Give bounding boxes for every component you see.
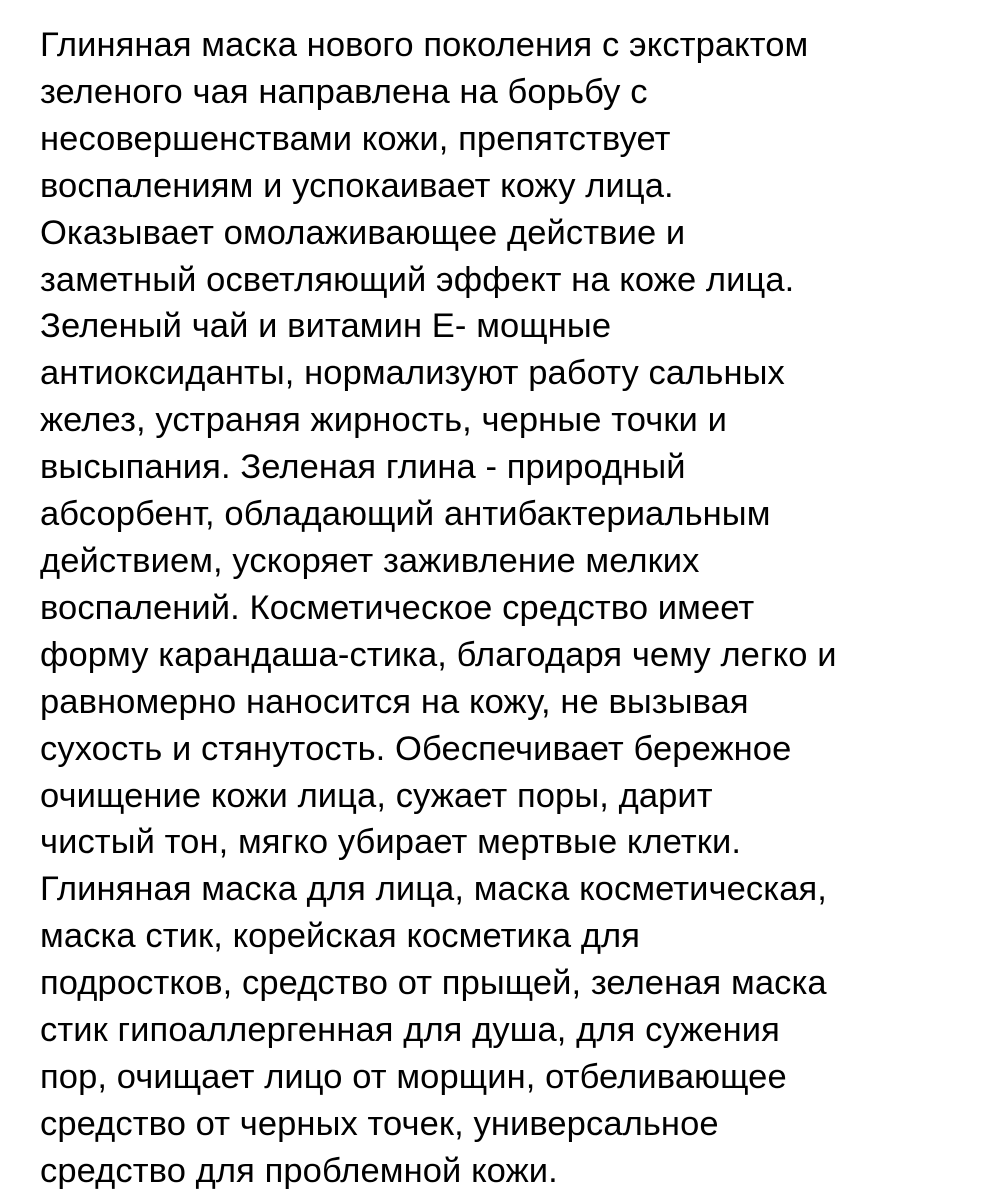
description-line: желез, устраняя жирность, черные точки и [40, 401, 727, 440]
product-description [40, 22, 970, 1195]
description-line: воспалений. Косметическое средство имеет [40, 588, 755, 627]
description-line: несовершенствами кожи, препятствует [40, 119, 671, 158]
description-line: сухость и стянутость. Обеспечивает бережное [40, 729, 792, 768]
description-line: стик гипоаллергенная для душа, для сужения [40, 1011, 780, 1050]
description-line: зеленого чая направлена на борьбу с [40, 72, 648, 111]
description-line: заметный осветляющий эффект на коже лица. [40, 260, 795, 299]
description-line: абсорбент, обладающий антибактериальным [40, 495, 771, 534]
description-line: действием, ускоряет заживление мелких [40, 541, 700, 580]
description-line: форму карандаша-стика, благодаря чему легко и [40, 635, 837, 674]
description-line: антиоксиданты, нормализуют работу сальных [40, 354, 785, 393]
description-line: Оказывает омолаживающее действие и [40, 213, 686, 252]
description-line: средство от черных точек, универсальное [40, 1104, 719, 1143]
description-line: равномерно наносится на кожу, не вызывая [40, 682, 749, 721]
description-line: Глиняная маска для лица, маска косметическая, [40, 870, 827, 909]
description-line: Глиняная маска нового поколения с экстрактом [40, 26, 809, 64]
description-line: пор, очищает лицо от морщин, отбеливающее [40, 1057, 787, 1096]
description-line: воспалениям и успокаивает кожу лица. [40, 166, 674, 205]
description-line: средство для проблемной кожи. [40, 1151, 558, 1190]
description-line: подростков, средство от прыщей, зеленая маска [40, 964, 827, 1003]
description-line: высыпания. Зеленая глина - природный [40, 448, 686, 487]
description-line: очищение кожи лица, сужает поры, дарит [40, 776, 713, 815]
description-line: чистый тон, мягко убирает мертвые клетки. [40, 823, 742, 862]
description-line: маска стик, корейская косметика для [40, 917, 641, 956]
description-line: Зеленый чай и витамин Е- мощные [40, 307, 612, 346]
